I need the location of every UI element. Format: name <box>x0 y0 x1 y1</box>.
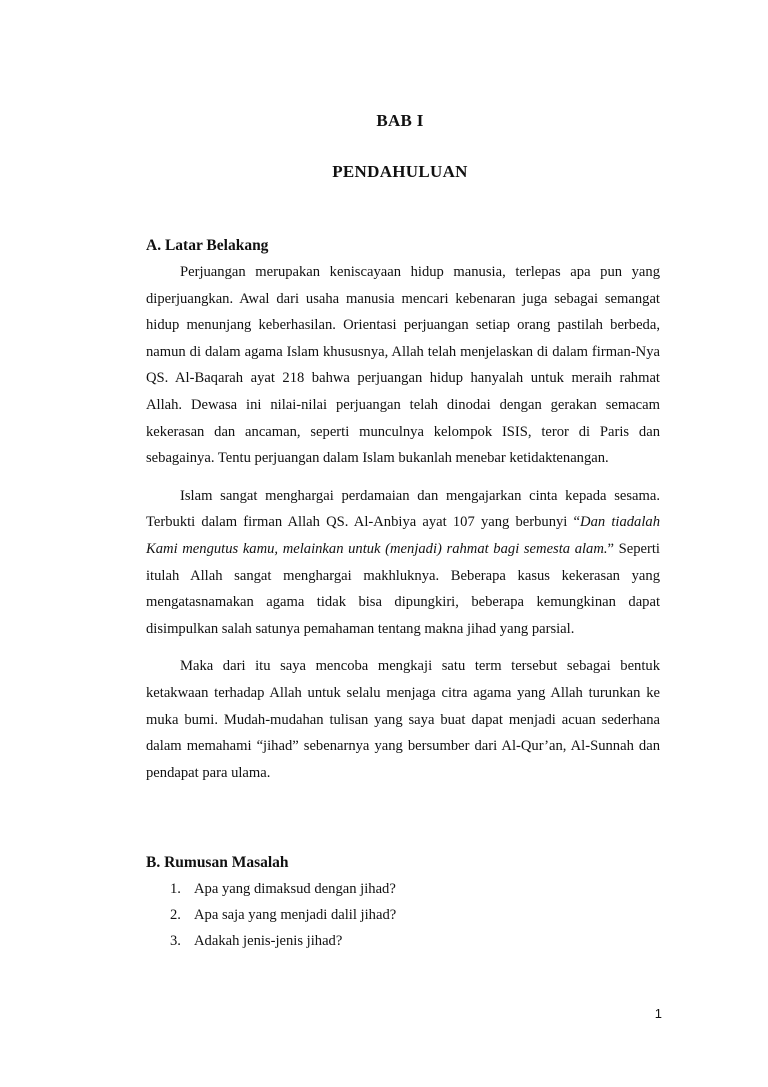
page-number: 1 <box>654 1006 662 1021</box>
section-rumusan-masalah <box>146 850 660 954</box>
chapter-title: PENDAHULUAN <box>332 162 468 181</box>
list-item-text: Adakah jenis-jenis jihad? <box>194 933 343 949</box>
paragraph-2 <box>146 483 660 643</box>
question-list <box>146 876 660 954</box>
section-latar-belakang <box>146 233 660 786</box>
chapter-number: BAB I <box>376 111 424 130</box>
paragraph-2-before: Islam sangat menghargai perdamaian dan mengajarkan cinta kepada sesama. Terbukti dalam firman Allah QS. Al-Anbiya ayat 107 yang berbunyi “ <box>146 487 660 531</box>
list-item-text: Apa yang dimaksud dengan jihad? <box>194 881 396 897</box>
list-item <box>146 928 660 954</box>
list-item-number: 3. <box>170 933 181 949</box>
paragraph-1: Perjuangan merupakan keniscayaan hidup manusia, terlepas apa pun yang diperjuangkan. Awal dari usaha manusia mencari kebenaran juga sebagai semangat hidup menunjang keberhasilan. Orientasi perjuangan setiap orang pastilah berbeda, namun di dalam agama Islam khususnya, Allah telah menjelaskan di dalam firman-Nya QS. Al-Baqarah ayat 218 bahwa perjuangan hidup hanyalah untuk meraih rahmat Allah. Dewasa ini nilai-nilai perjuangan telah dinodai dengan gerakan semacam kekerasan dan ancaman, seperti munculnya kelompok ISIS, teror di Paris dan sebagainya. Tentu perjuangan dalam Islam bukanlah menebar ketidaktenangan. <box>146 264 660 467</box>
list-item <box>146 902 660 928</box>
paragraph-2-after: ” Seperti itulah Allah sangat menghargai makhluknya. Beberapa kasus kekerasan yang mengatasnamakan agama tidak bisa dipungkiri, beberapa kemungkinan dapat disimpulkan salah satunya pemahaman tentang makna jihad yang parsial. <box>146 540 660 637</box>
quran-quote: Dan tiadalah Kami mengutus kamu, melainkan untuk (menjadi) rahmat bagi semesta alam. <box>146 514 660 557</box>
section-heading-b: B. Rumusan Masalah <box>146 854 289 871</box>
list-item-number: 2. <box>170 907 181 923</box>
paragraph-3: Maka dari itu saya mencoba mengkaji satu term tersebut sebagai bentuk ketakwaan terhadap Allah untuk selalu menjaga citra agama yang Allah turunkan ke muka bumi. Mudah-mudahan tulisan yang saya buat dapat menjadi acuan sederhana dalam memahami “jihad” sebenarnya yang bersumber dari Al-Qur’an, Al-Sunnah dan pendapat para ulama. <box>146 658 660 781</box>
list-item <box>146 876 660 902</box>
section-heading-a: A. Latar Belakang <box>146 237 269 254</box>
list-item-number: 1. <box>170 881 181 897</box>
list-item-text: Apa saja yang menjadi dalil jihad? <box>194 907 397 923</box>
